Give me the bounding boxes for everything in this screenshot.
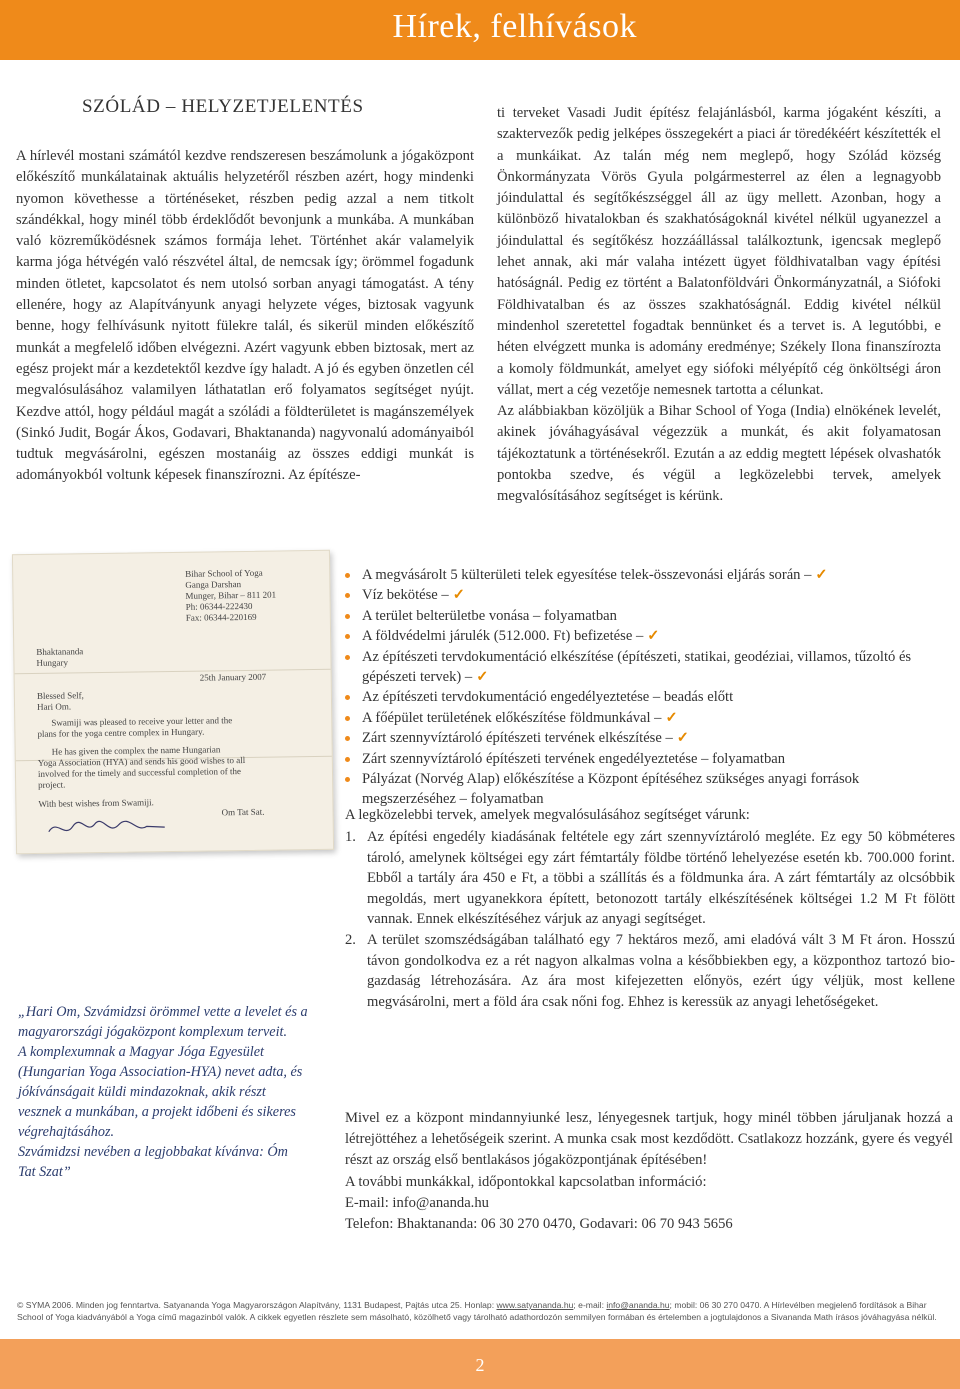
letter-greeting: Blessed Self, [36,690,84,701]
quote-paragraph: „Hari Om, Szvámidzsi örömmel vette a levelet és a magyarországi jógaközpont komplexum terveit. [18,1004,308,1040]
letter-body-line: project. [38,779,66,790]
checklist-item [345,647,945,688]
letterhead-line: Bihar School of Yoga [185,567,263,579]
letter-date: 25th January 2007 [199,671,267,683]
checklist-item-text: Az építészeti tervdokumentáció elkészítése (építészeti, statikai, geodéziai, villamos, tűzoltó és gépészeti tervek) – [362,648,912,686]
continuation-paragraph: ti terveket Vasadi Judit építész felajánlásból, karma jógaként készíti, a szaktervezők pedig jelképes összegekért a piaci ár töredékéért készítették el a munkáikat. Az talán még nem meglepő, hogy Szólád község Önkormányzata Vörös Gyula polgármesterrel az élen a legnagyobb jóindulattal és segítőkészséggel áll az ügy mellett. Azonban, hogy a különböző hivatalokban és szakhatóságoknál kivétel nélkül ugyanezzel a jóindulattal és segítőkész hozzáállással találkoztunk, igencsak meglepő lehet annak, aki már valaha intézett ügyet földhivatalban vagy építési hatóságnál. Pedig ez történt a Balatonföldvári Önkormányzatnál, a Siófoki Földhivatalban és az összes szakhatóságnál. Eddig kivétel nélkül mindenhol szeretettel fogadtak bennünket és a tervet is. A legutóbbi, e héten elvégzett munka is adomány eredménye; Székely Ilona finanszírozta a komoly földmunkát, amelyet egy siófoki mélyépítő cég önköltségi áron vállat, mert a cég vezetője nemesnek tartotta a célunkat. [497,105,941,398]
bullet-icon [345,593,350,598]
closing-paragraph: Mivel ez a központ mindannyiunké lesz, lényegesnek tartjuk, hogy minél többen járuljanak hozzá a létrejöttéhez a lehetőségeik szerint. A munka csak most kezdődött. Csatlakozz hozzánk, gyere és vegyél részt az ország első bentlakásos jógaközpontjának építésében! [345,1110,953,1169]
checklist-item [345,626,945,646]
checklist-item-text: A megvásárolt 5 külterületi telek egyesítése telek-összevonási eljárás során – [362,567,812,583]
checklist-item [345,708,945,728]
article-title: SZÓLÁD – HELYZETJELENTÉS [82,96,364,117]
bullet-icon [345,573,350,578]
letter-recipient: Hungary [36,657,69,668]
bullet-icon [345,736,350,741]
checklist-item-text: Víz bekötése – [362,587,449,604]
bullet-icon [345,634,350,639]
letter-body-line: Yoga Association (HYA) and sends his good wishes to all [37,754,246,768]
footer-website-link[interactable]: www.satyananda.hu [496,1300,574,1310]
checklist-item [345,606,945,626]
bullet-icon [345,614,350,619]
right-column [497,103,941,508]
check-icon: ✓ [815,567,828,583]
bullet-icon [345,757,350,762]
letter-recipient: Bhaktananda [36,646,84,657]
header-bar [0,0,960,60]
footer-copyright: © SYMA 2006. Minden jog fenntartva. Satyananda Yoga Magyarországon Alapítvány, 1131 Budapest, Pajtás utca 25. Honlap: [17,1300,495,1310]
letterhead-line: Fax: 06344-220169 [185,611,257,623]
plan-item [345,827,955,930]
letterhead-line: Ganga Darshan [185,579,242,590]
contact-intro: A további munkákkal, időpontokkal kapcsolatban információ: [345,1173,707,1190]
plan-item-number: 2. [345,931,356,948]
contact-email: E-mail: info@ananda.hu [345,1194,489,1211]
bullet-icon [345,655,350,660]
footer-email-link[interactable]: info@ananda.hu [606,1300,670,1310]
checklist-item-text: A főépület területének előkészítése földmunkával – [362,709,662,726]
plan-item [345,930,955,1012]
intro-paragraph: A hírlevél mostani számától kezdve rendszeresen beszámolunk a jógaközpont előkészítő munkálatainak aktuális helyzetéről részben azért, hogy mindenki nyomon követhesse a történéseket, részben pedig azzal a nem titkolt szándékkal, hogy minél több érdeklődőt bevonjunk a munkába. A munkában való közreműködésnek számos formája lehet. Történhet akár valamelyik karma jóga hétvégén való részvétel által, de nemcsak így; örömmel fogadunk minden ötletet, kapcsolatot és nem utolsó sorban anyagi támogatást. A tény ellenére, hogy az Alapítványunk anyagi helyzete véges, biztosak vagyunk benne, hogy felhívásunk nyitott fülekre talál, és sikerül minden előkészítő munkát a megfelelő időben elvégezni. Azért vagyunk ebben biztosak, mert az egész projekt már a kezdetektől kezdve így haladt. A jó és egyben önzetlen cél megvalósulásához valamilyen láthatatlan erő folyamatos segítséget nyújt. Kezdve attól, hogy például magát a szóládi a földterületet is magánszemélyek (Sinkó Judit, Bogár Ákos, Godavari, Bhaktananda) nagyvonalú adományaiból tudtuk megvásárolni, egészen mostanáig az összes eddigi munkát is adományokból voltunk képesek finanszírozni. Az építésze- [16,148,474,484]
footer-rest: ; mobil: 06 30 270 0470. A Hírlevélben megjelenő fordítások a Bihar School of Yoga kiadványából a Yoga című magazinból valók. A cikkek egyetlen részlete sem másolható, közölhető vagy tárolható adathordozón semmilyen formában és értelemben a jogtulajdonos a Sivananda Math írásos jóváhagyása nélkül. [17,1300,937,1322]
letterhead-line: Ph: 06344-222430 [185,600,253,612]
checklist-item [345,687,945,707]
letter-body-line: involved for the timely and successful completion of the [37,766,241,779]
contact-phone: Telefon: Bhaktananda: 06 30 270 0470, Godavari: 06 70 943 5656 [345,1216,733,1233]
plan-item-number: 1. [345,829,356,845]
footer-email-label: ; e-mail: [573,1300,604,1310]
checklist-item-text: Pályázat (Norvég Alap) előkészítése a Központ építéséhez szükséges anyagi források megszerzéséhez – folyamatban [362,771,860,808]
checklist-item-text: Zárt szennyvíztároló építészeti tervének elkészítése – [362,730,673,747]
section-title: Hírek, felhívások [392,8,637,45]
letter-intro-paragraph: Az alábbiakban közöljük a Bihar School of Yoga (India) elnökének levelét, akinek jóváhagyásával végezzük a munkát, és akit folyamatosan tájékoztatunk a történésekről. Ezután a az eddig megtett lépések olvashatók pontokba szedve, és végül a legközelebbi tervek, amelyek megvalósításához segítséget is kérünk. [497,403,941,505]
checklist-item-text: Zárt szennyvíztároló építészeti tervének engedélyeztetése – folyamatban [362,750,786,767]
plans-list [345,827,955,1012]
checklist-item [345,585,945,605]
closing-section [345,1108,953,1235]
letter-greeting: Hari Om. [36,701,72,712]
progress-checklist [345,565,945,810]
plan-item-text: A terület szomszédságában található egy 7 hektáros mező, ami eladóvá vált 3 M Ft áron. Hosszú távon gondolkodva ez a rét nagyon alkalmas volna a későbbiekben egy, a központhoz tartozó bio-gazdaság létrehozására. Az ára most kifejezetten előnyös, ezért úgy véljük, most kellene megvásárolni, mert a föld ára csak nőni fog. Ehhez is keressük az anyagi lehetőségeket. [367,931,955,1010]
checklist-item [345,749,945,769]
plans-intro: A legközelebbi tervek, amelyek megvalósulásához segítséget várunk: [345,807,750,823]
plan-item-text: Az építési engedély kiadásának feltétele egy zárt szennyvíztároló megléte. Ez egy 50 köbméteres tároló, amelynek költségei egy zárt fémtartály földbe történő lehelyezése esetén kb. 700.000 forint. Ebből a tartály ára 450 e Ft, a többi a szállítás és a földmunka ára. A zárt fémtartály az olcsóbbik megoldás, mert ugyanekkora épített, betonozott tartály elkészítésének költségei 1.2 M Ft fölött vannak. Ennek elkészítéséhez várjuk az anyagi segítséget. [367,829,955,928]
check-icon: ✓ [476,669,489,686]
checklist-item [345,728,945,748]
bullet-icon [345,716,350,721]
quote-paragraph: A komplexumnak a Magyar Jóga Egyesület (Hungarian Yoga Association-HYA) nevet adta, és jókívánságait küldi mindazoknak, akik részt vesznek a munkában, a projekt időbeni és sikeres végrehajtásához. [18,1044,303,1140]
page-number: 2 [475,1355,485,1375]
quote-paragraph: Szvámidzsi nevében a legjobbakat kívánva: Óm Tat Szat” [18,1144,288,1180]
check-icon: ✓ [676,730,690,747]
check-icon: ✓ [665,709,678,726]
checklist-item-text: Az építészeti tervdokumentáció engedélyeztetése – beadás előtt [362,689,734,706]
checklist-item [345,769,945,810]
check-icon: ✓ [647,628,660,645]
letter-body-line: plans for the yoga centre complex in Hungary. [37,726,205,739]
checklist-item-text: A terület belterületbe vonása – folyamatban [362,607,617,624]
checklist-item [345,565,945,585]
letter-translation-quote [18,1002,308,1182]
letter-sign-off: Om Tat Sat. [221,806,265,818]
letterhead-line: Munger, Bihar – 811 201 [185,589,277,601]
footer [17,1300,945,1323]
check-icon: ✓ [452,587,465,604]
letter-body-line: Swamiji was pleased to receive your letter and the [51,715,233,728]
bullet-icon [345,695,350,700]
letter-image [12,550,334,854]
letter-fold-line [15,669,331,674]
left-column [16,146,474,487]
letter-body-line: He has given the complex the name Hungarian [51,744,221,757]
letter-closing: With best wishes from Swamiji. [38,797,154,809]
checklist-item-text: A földvédelmi járulék (512.000. Ft) befizetése – [362,628,644,645]
bullet-icon [345,777,350,782]
signature-scribble [47,815,167,839]
